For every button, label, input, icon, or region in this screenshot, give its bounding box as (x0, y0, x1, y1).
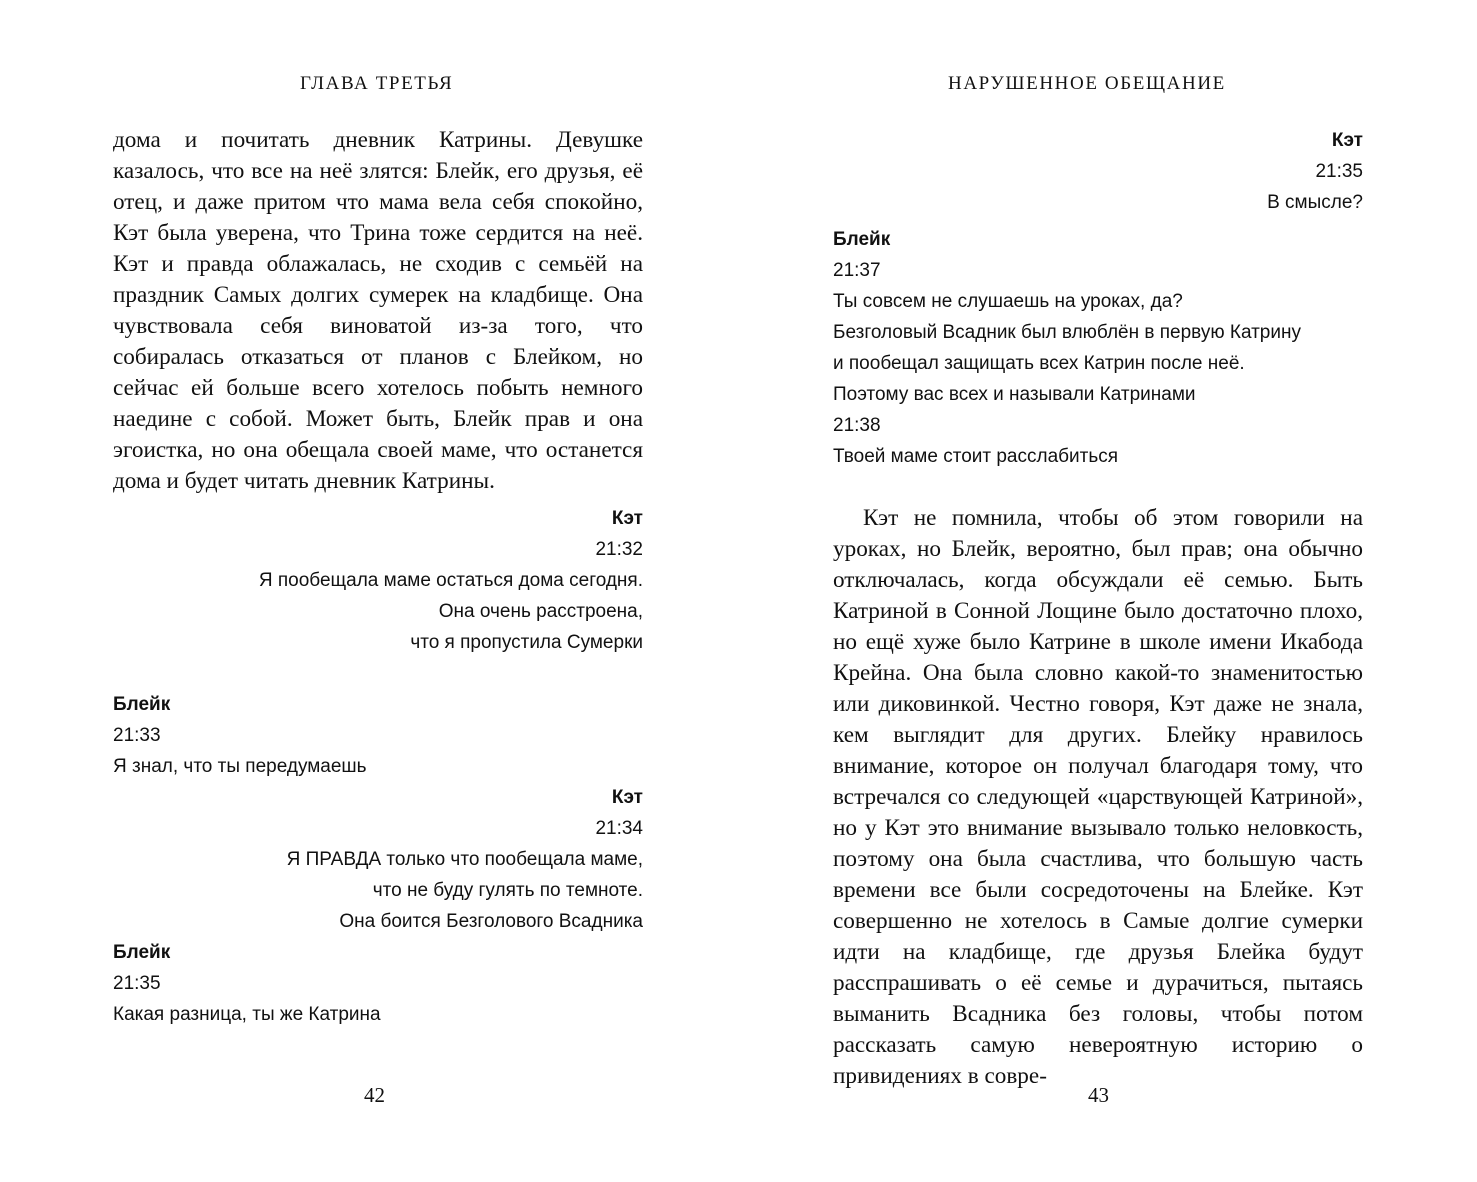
message-line: что не буду гулять по темноте. (372, 880, 643, 901)
message-sender: Кэт (611, 787, 643, 808)
message-line: Твоей маме стоит расслабиться (833, 446, 1119, 467)
message-time: 21:35 (113, 973, 161, 994)
page-number: 43 (1088, 1083, 1109, 1107)
message-line: Она боится Безголового Всадника (339, 911, 643, 932)
message-time: 21:34 (595, 818, 643, 839)
chat-message-blake (113, 689, 643, 782)
message-sender: Блейк (113, 694, 171, 715)
message-time: 21:35 (1315, 161, 1363, 182)
message-line: Я знал, что ты передумаешь (113, 756, 367, 777)
message-sender: Кэт (1331, 130, 1363, 151)
message-line: Она очень расстроена, (438, 601, 643, 622)
message-time: 21:38 (833, 415, 881, 436)
message-line: Я пообещала маме остаться дома сегодня. (258, 570, 643, 591)
message-time: 21:37 (833, 260, 881, 281)
running-header: ГЛАВА ТРЕТЬЯ (300, 73, 454, 94)
chat-message-kat (113, 503, 643, 658)
left-page (0, 0, 738, 1182)
chat-message-blake (113, 937, 643, 1030)
chat-message-blake (833, 224, 1363, 472)
message-line: В смысле? (1267, 192, 1363, 213)
message-sender: Блейк (113, 942, 171, 963)
message-sender: Кэт (611, 508, 643, 529)
message-sender: Блейк (833, 229, 891, 250)
message-time: 21:33 (113, 725, 161, 746)
message-line: Какая разница, ты же Катрина (113, 1004, 381, 1025)
body-paragraph: дома и почитать дневник Катрины. Девушке казалось, что все на неё злятся: Блейк, его друзья, её отец, и даже притом что мама вела себя спокойно, Кэт была уверена, что Трина тоже сердится на неё. Кэт и правда облажалась, не сходив с семьёй на праздник Самых долгих сумерек на кладбище. Она чувствовала себя виноватой из-за того, что собиралась отказаться от планов с Блейком, но сейчас ей больше всего хотелось побыть немного наедине с собой. Может быть, Блейк прав и она эгоистка, но она обещала своей маме, что останется дома и будет читать дневник Катрины. (113, 127, 643, 494)
running-header: НАРУШЕННОЕ ОБЕЩАНИЕ (948, 73, 1226, 94)
message-line: Ты совсем не слушаешь на уроках, да? (833, 291, 1183, 312)
text-column (113, 125, 643, 1030)
right-page (738, 0, 1477, 1182)
message-line: Безголовый Всадник был влюблён в первую Катрину (833, 322, 1301, 343)
message-line: и пообещал защищать всех Катрин после неё. (833, 353, 1245, 374)
message-time: 21:32 (595, 539, 643, 560)
text-column (833, 125, 1363, 1092)
message-line: Поэтому вас всех и называли Катринами (833, 384, 1196, 405)
body-paragraph: Кэт не помнила, чтобы об этом говорили на уроках, но Блейк, вероятно, был прав; она обычно отключалась, когда обсуждали её семью. Быть Катриной в Сонной Лощине было достаточно плохо, но ещё хуже было Катрине в школе имени Икабода Крейна. Она была словно какой-то знаменитостью или диковинкой. Честно говоря, Кэт даже не знала, кем выглядит для других. Блейку нравилось внимание, которое он получал благодаря тому, что встречался со следующей «царствующей Катриной», но у Кэт это внимание вызывало только неловкость, поэтому она была счастлива, что большую часть времени все были сосредоточены на Блейке. Кэт совершенно не хотелось в Самые долгие сумерки идти на кладбище, где друзья Блейка будут расспрашивать о её семье и дурачиться, пытаясь выманить Всадника без головы, чтобы потом рассказать самую невероятную историю о привидениях в совре- (833, 505, 1363, 1089)
chat-message-kat (833, 125, 1363, 218)
page-number: 42 (364, 1083, 385, 1107)
message-line: что я пропустила Сумерки (410, 632, 643, 653)
chat-message-kat (113, 782, 643, 937)
message-line: Я ПРАВДА только что пообещала маме, (286, 849, 643, 870)
